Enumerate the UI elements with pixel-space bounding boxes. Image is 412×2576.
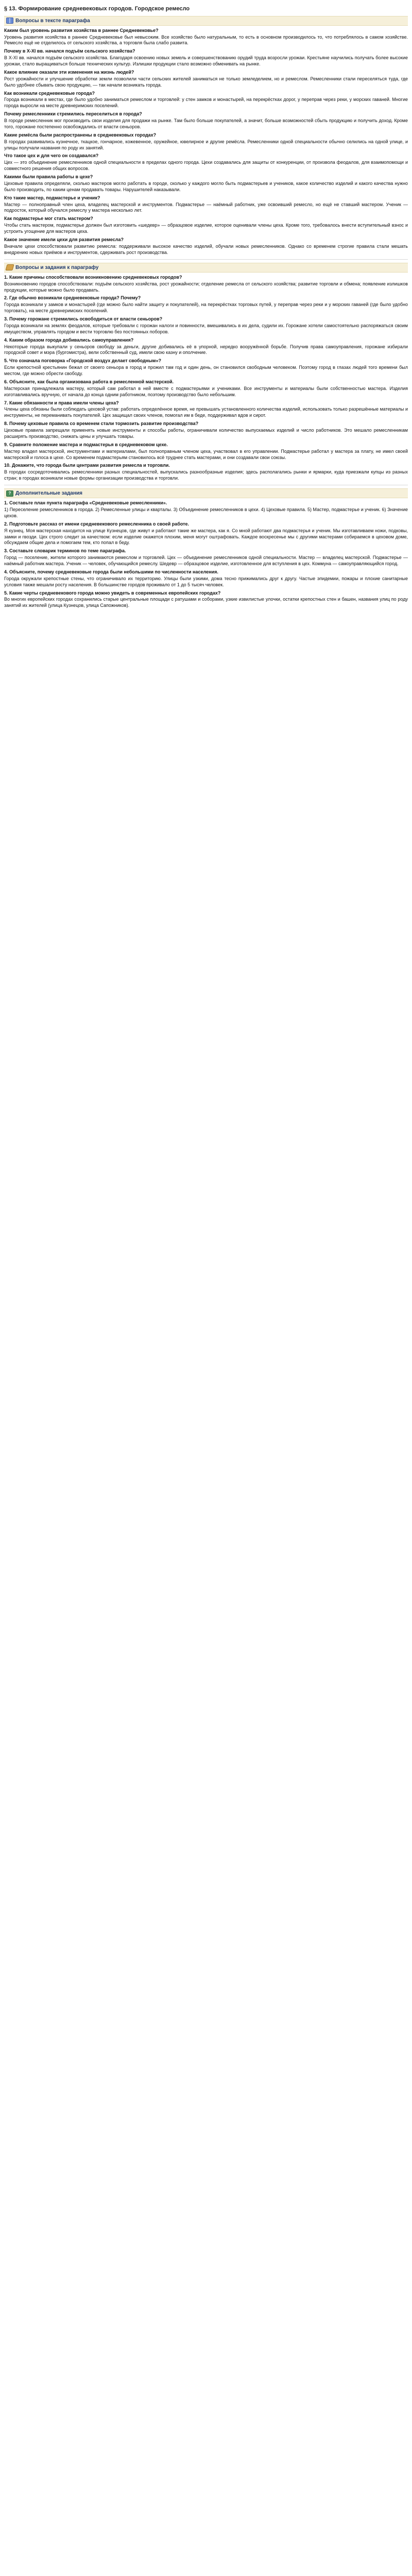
question-text: 4. Каким образом города добивались самоуправления?: [4, 337, 134, 343]
answer-text: Города окружали крепостные стены, что ограничивало их территорию. Улицы были узкими, дома тесно прижимались друг к другу. Частые эпидемии, пожары и плохие санитарные условия также мешали росту населения. В большинстве городов проживало от 1 до 5 тысяч человек.: [4, 575, 408, 587]
answer-text: Если крепостной крестьянин бежал от своего сеньора в город и прожил там год и один день, он становился свободным человеком. Поэтому город в глазах людей того времени был местом, где можно обрести свободу.: [4, 365, 408, 377]
answer-text: Мастер — полноправный член цеха, владелец мастерской и инструментов. Подмастерье — наёмный работник, уже освоивший ремесло, но ещё не ставший мастером. Ученик — подросток, который обучался ремеслу у мастера несколько лет.: [4, 201, 408, 213]
answer-text: Возникновению городов способствовали: подъём сельского хозяйства, рост урожайности; отделение ремесла от сельского хозяйства; развитие торговли и обмена; появление излишков продукции, которые можно было продавать.: [4, 281, 408, 293]
question-icon: ?: [6, 490, 13, 497]
question-text: 6. Объясните, как была организована работа в ремесленной мастерской.: [4, 379, 174, 384]
answer-text: Вначале цехи способствовали развитию ремесла: поддерживали высокое качество изделий, обучали новых ремесленников. Однако со временем строгие правила стали мешать внедрению новых приёмов и инструментов, сдерживать рост производства.: [4, 243, 408, 255]
question-text: 2. Где обычно возникали средневековые города? Почему?: [4, 295, 141, 301]
question-text: 4. Объясните, почему средневековые города были небольшими по численности населения.: [4, 569, 218, 574]
blocks-container: [4, 16, 408, 609]
question-text: Какое влияние оказали эти изменения на жизнь людей?: [4, 69, 134, 75]
question-text: 1. Составьте план пункта параграфа «Средневековые ремесленники».: [4, 500, 167, 506]
book-icon: [6, 18, 13, 24]
question-text: Как возникали средневековые города?: [4, 90, 95, 96]
answer-text: В городах развивались кузнечное, ткацкое, гончарное, кожевенное, оружейное, ювелирное и другие ремёсла. Ремесленники одной специальности обычно селились на одной улице, и улицы получали названия по роду их занятий.: [4, 139, 408, 150]
question-text: 5. Что означала поговорка «Городской воздух делает свободным»?: [4, 358, 161, 364]
question-text: Почему ремесленники стремились переселиться в города?: [4, 111, 142, 117]
answer-text: Города возникали в местах, где было удобно заниматься ремеслом и торговлей: у стен замков и монастырей, на перекрёстках дорог, у переправ через реки, у морских гаваней. Многие города выросли на месте древнеримских поселений.: [4, 97, 408, 109]
section-block: [4, 16, 408, 256]
question-text: 10. Докажите, что города были центрами развития ремесла и торговли.: [4, 463, 170, 468]
answer-text: Некоторые города выкупали у сеньоров свободу за деньги, другие добивались её в упорной, нередко вооружённой борьбе. Получив права самоуправления, горожане избирали городской совет и мэра (бургомистра), вели собственный суд, имели свою казну и ополчение.: [4, 344, 408, 355]
section-heading: [4, 488, 408, 498]
question-text: 3. Составьте словарик терминов по теме параграфа.: [4, 548, 126, 554]
section-heading: [4, 263, 408, 273]
answer-text: Члены цеха обязаны были соблюдать цеховой устав: работать определённое время, не превышать установленного количества изделий, использовать только разрешённые материалы и инструменты, не переманивать покупателей. Цех защищал своих членов, помогал им в беде, поддерживал вдов и сирот.: [4, 406, 408, 418]
answer-text: Цеховые правила запрещали применять новые инструменты и способы работы, ограничивали количество выпускаемых изделий и число работников. Это мешало ремесленникам расширять производство, снижать цены и улучшать товары.: [4, 428, 408, 439]
question-text: 7. Какие обязанности и права имели члены цеха?: [4, 400, 119, 405]
section-block: [4, 263, 408, 482]
question-text: 1. Какие причины способствовали возникновению средневековых городов?: [4, 274, 182, 280]
question-text: 9. Сравните положение мастера и подмастерья в средневековом цехе.: [4, 442, 168, 447]
answer-text: В городах сосредоточивались ремесленники разных специальностей, выпускались разнообразные изделия; здесь располагались рынки и ярмарки, куда приезжали купцы из разных стран; в городах возникали новые формы организации производства и торговли.: [4, 469, 408, 481]
question-text: 2. Подготовьте рассказ от имени средневекового ремесленника о своей работе.: [4, 521, 190, 527]
section-heading-text: Дополнительные задания: [15, 490, 83, 497]
question-text: Какое значение имели цехи для развития ремесла?: [4, 236, 124, 242]
answer-text: Город — поселение, жители которого занимаются ремеслом и торговлей. Цех — объединение ремесленников одной специальности. Мастер — владелец мастерской. Подмастерье — наёмный работник мастера. Ученик — человек, обучающийся ремеслу. Шедевр — образцовое изделие, изготовленное для вступления в цех. Коммуна — самоуправляющийся город.: [4, 555, 408, 567]
answer-text: Города возникали у замков и монастырей (где можно было найти защиту и покупателей), на перекрёстках торговых путей, у переправ через реки и у морских гаваней (где было удобно торговать), на месте древнеримских поселений.: [4, 302, 408, 314]
section-divider: [4, 259, 408, 260]
answer-text: В городе ремесленник мог производить свои изделия для продажи на рынке. Там было больше покупателей, а значит, больше возможностей сбыть продукцию и получить доход. Кроме того, горожане постепенно освобождались от власти сеньоров.: [4, 118, 408, 129]
question-text: Какими были правила работы в цехе?: [4, 174, 93, 180]
document-page: [4, 0, 408, 624]
question-text: Что такое цех и для чего он создавался?: [4, 153, 99, 159]
answer-text: Цеховые правила определяли, сколько мастеров могло работать в городе, сколько у каждого могло быть подмастерьев и учеников, какое количество изделий и какого качества нужно было производить, по каким ценам продавать товары. Нарушителей наказывали.: [4, 180, 408, 192]
answer-text: Чтобы стать мастером, подмастерье должен был изготовить «шедевр» — образцовое изделие, которое оценивали члены цеха. Кроме того, требовалось внести вступительный взнос и устроить угощение для мастеров цеха.: [4, 223, 408, 234]
section-heading-text: Вопросы в тексте параграфа: [15, 18, 90, 24]
answer-text: Города возникали на землях феодалов, которые требовали с горожан налоги и повинности, вмешивались в их дела, судили их. Горожане хотели самостоятельно распоряжаться своим имуществом, управлять городом и вести торговлю без постоянных поборов.: [4, 323, 408, 334]
answer-text: Во многих европейских городах сохранились старые центральные площади с ратушами и соборами, узкие извилистые улочки, остатки крепостных стен и башен, названия улиц по роду занятий их жителей (улица Кузнецов, улица Сапожников).: [4, 597, 408, 608]
answer-text: Мастерская принадлежала мастеру, который сам работал в ней вместе с подмастерьями и учениками. Все инструменты и материалы были собственностью мастера. Изделия изготавливались вручную, от начала до конца одним работником, поэтому производство было небольшим.: [4, 385, 408, 397]
question-text: 5. Какие черты средневекового города можно увидеть в современных европейских городах?: [4, 590, 221, 596]
section-block: [4, 488, 408, 609]
answer-text: Цех — это объединение ремесленников одной специальности в пределах одного города. Цехи создавались для защиты от конкуренции, от произвола феодалов, для взаимопомощи и совместного решения общих вопросов.: [4, 160, 408, 172]
answer-text: Рост урожайности и улучшение обработки земли позволили части сельских жителей заниматься не только земледелием, но и ремеслом. Ремесленники стали переселяться туда, где было удобнее сбывать свою продукцию, — так начали возникать города.: [4, 76, 408, 88]
page-title: § 13. Формирование средневековых городов. Городское ремесло: [4, 6, 190, 12]
section-heading: [4, 16, 408, 26]
question-text: 8. Почему цеховые правила со временем стали тормозить развитие производства?: [4, 421, 199, 427]
answer-text: В X-XI вв. начался подъём сельского хозяйства. Благодаря освоению новых земель и совершенствованию орудий труда возросли урожаи. Крестьяне научились получать более высокие урожаи, стало выращиваться больше технических культур. Излишки продукции стало возможно обменивать на рынке.: [4, 55, 408, 67]
answer-text: Уровень развития хозяйства в раннее Средневековье был невысоким. Все хозяйство было натуральным, то есть в основном производилось то, что потреблялось в самом хозяйстве. Ремесло ещё не отделилось от сельского хозяйства, а торговля была слабо развита.: [4, 34, 408, 46]
answer-text: 1) Переселение ремесленников в города. 2) Ремесленные улицы и кварталы. 3) Объединение ремесленников в цехи. 4) Цеховые правила. 5) Мастер, подмастерье и ученик. 6) Значение цехов.: [4, 507, 408, 518]
pen-icon: [5, 264, 14, 270]
question-text: Как подмастерье мог стать мастером?: [4, 216, 93, 222]
question-text: Каким был уровень развития хозяйства в раннее Средневековье?: [4, 27, 159, 33]
answer-text: Я кузнец. Моя мастерская находится на улице Кузнецов, где живут и работают такие же мастера, как я. Со мной работают два подмастерья и ученик. Мы изготавливаем ножи, подковы, замки и гвозди. Цех строго следит за качеством: если изделие окажется плохим, меня могут оштрафовать. Каждое воскресенье мы с другими мастерами собираемся в цеховом доме, обсуждаем общие дела и помогаем тем, кто попал в беду.: [4, 528, 408, 546]
question-text: Почему в X-XI вв. начался подъём сельского хозяйства?: [4, 48, 135, 54]
question-text: Какие ремёсла были распространены в средневековых городах?: [4, 132, 157, 138]
question-text: 3. Почему горожане стремились освободиться от власти сеньоров?: [4, 316, 163, 322]
section-heading-text: Вопросы и задания к параграфу: [15, 264, 99, 270]
question-text: Кто такие мастер, подмастерье и ученик?: [4, 195, 100, 200]
answer-text: Мастер владел мастерской, инструментами и материалами, был полноправным членом цеха, участвовал в его управлении. Подмастерье работал у мастера за плату, не имел своей мастерской и голоса в цехе. Со временем подмастерьям становилось всё труднее стать мастерами, и они создавали свои союзы.: [4, 448, 408, 460]
